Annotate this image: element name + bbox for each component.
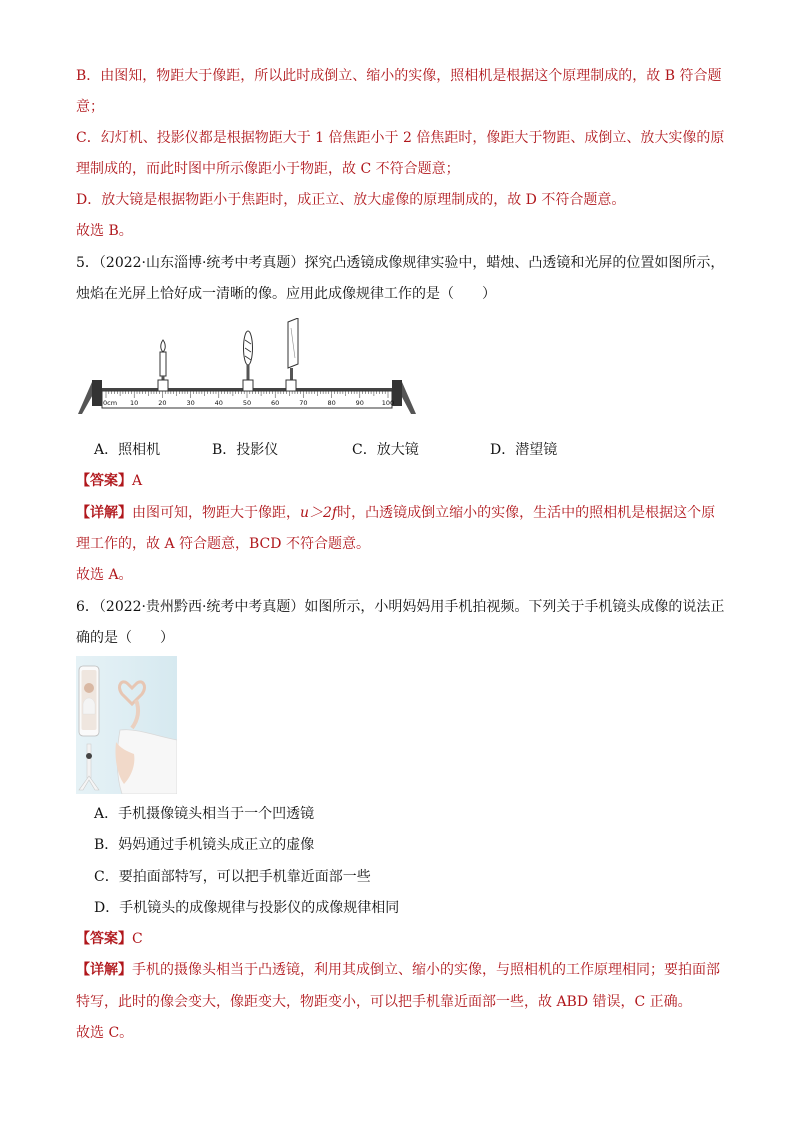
ruler-tick-label: 90 <box>355 399 364 407</box>
q5-detail-line1 <box>76 503 715 523</box>
q5-conclusion: 故选 A。 <box>76 567 133 583</box>
q6-answer <box>76 929 143 949</box>
q6-detail-line1 <box>76 960 720 980</box>
phone-video-photo <box>76 656 177 794</box>
q5-option-d[interactable]: D．潜望镜 <box>490 442 558 458</box>
q6-option-a[interactable]: A．手机摄像镜头相当于一个凹透镜 <box>94 806 315 822</box>
explanation-b-line2: 意； <box>76 99 104 115</box>
detail-tag: 【详解】 <box>76 505 132 521</box>
explanation-b-line1: B．由图知，物距大于像距，所以此时成倒立、缩小的实像，照相机是根据这个原理制成的，故 B 符合题 <box>76 68 722 84</box>
ruler-tick-label: 50 <box>242 399 252 407</box>
q5-answer <box>76 471 142 491</box>
q5-option-c[interactable]: C．放大镜 <box>352 442 419 458</box>
optical-bench-figure <box>78 318 416 428</box>
detail-text-b: 时，凸透镜成倒立缩小的实像，生活中的照相机是根据这个原 <box>337 505 716 521</box>
answer-tag: 【答案】 <box>76 931 132 947</box>
detail-text: 手机的摄像头相当于凸透镜，利用其成倒立、缩小的实像，与照相机的工作原理相同；要拍面部 <box>132 962 720 978</box>
flame-icon <box>161 340 166 352</box>
q6-conclusion: 故选 C。 <box>76 1025 134 1041</box>
ruler-tick-label: 40 <box>214 399 223 407</box>
q5-stem-line1: 5．（2022·山东淄博·统考中考真题）探究凸透镜成像规律实验中，蜡烛、凸透镜和光屏的位置如图所示， <box>76 255 725 271</box>
ruler-tick-label: 100 <box>381 399 395 407</box>
prev-conclusion: 故选 B。 <box>76 223 133 239</box>
ruler-tick-label: 60 <box>271 399 280 407</box>
q5-option-a[interactable]: A．照相机 <box>94 442 161 458</box>
detail-text-a: 由图可知，物距大于像距， <box>132 505 300 521</box>
q6-detail-line2: 特写，此时的像会变大，像距变大，物距变小，可以把手机靠近面部一些，故 ABD 错误，C 正确。 <box>76 994 692 1010</box>
q6-option-b[interactable]: B．妈妈通过手机镜头成正立的虚像 <box>94 837 315 853</box>
q6-option-d[interactable]: D．手机镜头的成像规律与投影仪的成像规律相同 <box>94 900 400 916</box>
light-screen <box>286 318 298 391</box>
left-bench-end <box>92 380 102 406</box>
ruler-tick-label: 0cm <box>103 399 118 407</box>
q5-option-b[interactable]: B．投影仪 <box>212 442 279 458</box>
ruler-tick-label: 20 <box>158 399 167 407</box>
answer-tag: 【答案】 <box>76 473 132 489</box>
q6-stem-line1: 6．（2022·贵州黔西·统考中考真题）如图所示，小明妈妈用手机拍视频。下列关于手机镜头成像的说法正 <box>76 599 725 615</box>
q6-stem-line2: 确的是（ ） <box>76 630 174 646</box>
ruler-tick-label: 30 <box>186 399 195 407</box>
q5-stem-line2: 烛焰在光屏上恰好成一清晰的像。应用此成像规律工作的是（ ） <box>76 286 496 302</box>
q5-detail-line2: 理工作的，故 A 符合题意，BCD 不符合题意。 <box>76 536 370 552</box>
answer-value: A <box>132 473 143 489</box>
q6-option-c[interactable]: C．要拍面部特写，可以把手机靠近面部一些 <box>94 869 371 885</box>
explanation-d-line: D．放大镜是根据物距小于焦距时，成正立、放大虚像的原理制成的，故 D 不符合题意。 <box>76 192 626 208</box>
convex-lens <box>243 331 253 391</box>
detail-tag: 【详解】 <box>76 962 132 978</box>
ruler-tick-label: 70 <box>299 399 308 407</box>
candle <box>158 340 168 391</box>
detail-formula: u＞2f <box>300 505 338 521</box>
explanation-c-line2: 理制成的，而此时图中所示像距小于物距，故 C 不符合题意； <box>76 161 460 177</box>
ruler-tick-label: 10 <box>130 399 139 407</box>
ruler-tick-label: 80 <box>327 399 336 407</box>
explanation-c-line1: C．幻灯机、投影仪都是根据物距大于 1 倍焦距小于 2 倍焦距时，像距大于物距、成倒立、放大实像的原 <box>76 130 725 146</box>
answer-value: C <box>132 931 143 947</box>
